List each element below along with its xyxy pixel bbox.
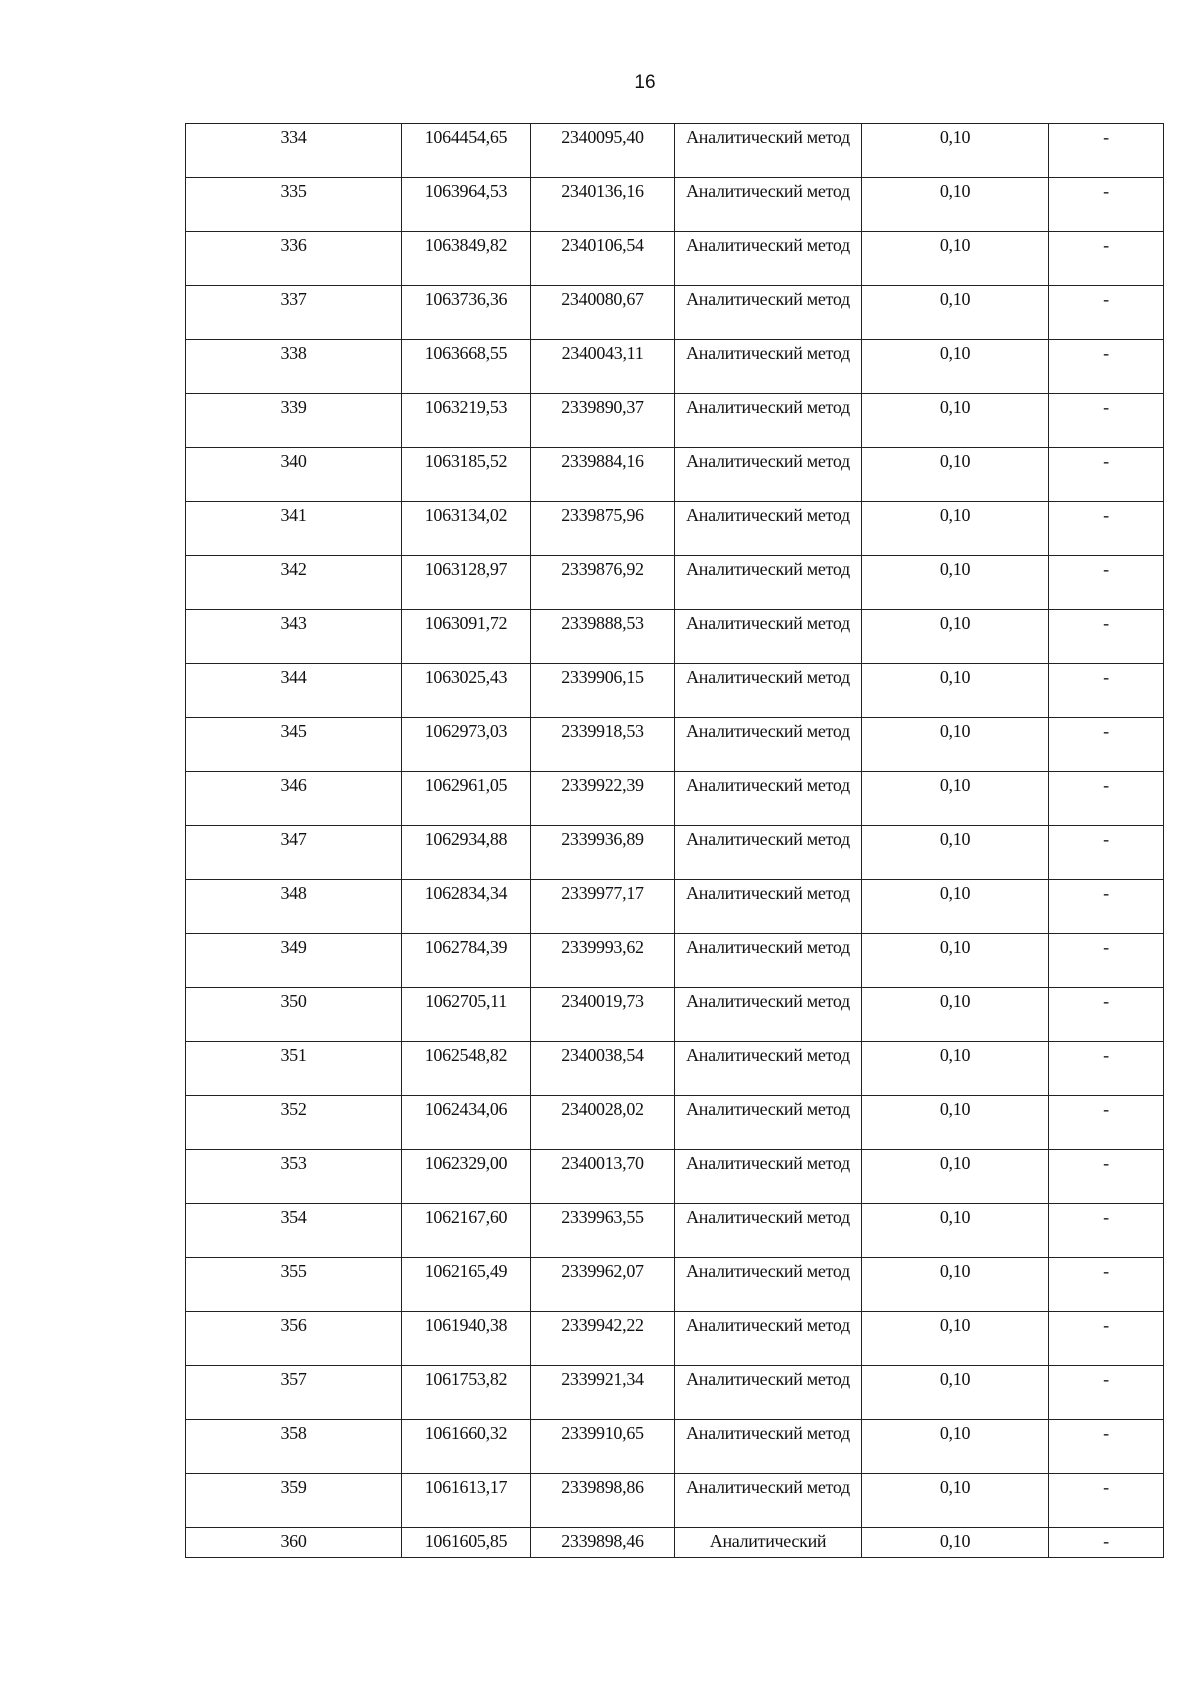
x-coordinate-cell: 1061660,32: [402, 1420, 531, 1474]
note-cell: -: [1049, 448, 1164, 502]
method-cell: Аналитический метод: [675, 1312, 862, 1366]
x-coordinate-cell: 1063736,36: [402, 286, 531, 340]
note-cell: -: [1049, 610, 1164, 664]
table-row: [186, 1096, 1164, 1150]
table-row: [186, 1420, 1164, 1474]
note-cell: -: [1049, 1258, 1164, 1312]
table-row: [186, 772, 1164, 826]
method-cell: Аналитический метод: [675, 1258, 862, 1312]
y-coordinate-cell: 2339884,16: [531, 448, 675, 502]
point-number-cell: 344: [186, 664, 402, 718]
x-coordinate-cell: 1062548,82: [402, 1042, 531, 1096]
y-coordinate-cell: 2340028,02: [531, 1096, 675, 1150]
y-coordinate-cell: 2339918,53: [531, 718, 675, 772]
note-cell: -: [1049, 286, 1164, 340]
point-number-cell: 352: [186, 1096, 402, 1150]
x-coordinate-cell: 1063668,55: [402, 340, 531, 394]
note-cell: -: [1049, 1366, 1164, 1420]
x-coordinate-cell: 1063219,53: [402, 394, 531, 448]
y-coordinate-cell: 2340043,11: [531, 340, 675, 394]
point-number-cell: 360: [186, 1528, 402, 1558]
note-cell: -: [1049, 232, 1164, 286]
method-cell: Аналитический метод: [675, 934, 862, 988]
point-number-cell: 355: [186, 1258, 402, 1312]
x-coordinate-cell: 1063134,02: [402, 502, 531, 556]
table-row: [186, 1366, 1164, 1420]
method-cell: Аналитический метод: [675, 394, 862, 448]
note-cell: -: [1049, 1528, 1164, 1558]
method-cell: Аналитический метод: [675, 286, 862, 340]
table-row: [186, 394, 1164, 448]
y-coordinate-cell: 2339936,89: [531, 826, 675, 880]
method-cell: Аналитический метод: [675, 1474, 862, 1528]
point-number-cell: 334: [186, 124, 402, 178]
x-coordinate-cell: 1062329,00: [402, 1150, 531, 1204]
accuracy-cell: 0,10: [862, 934, 1049, 988]
note-cell: -: [1049, 1096, 1164, 1150]
note-cell: -: [1049, 556, 1164, 610]
x-coordinate-cell: 1061940,38: [402, 1312, 531, 1366]
accuracy-cell: 0,10: [862, 1150, 1049, 1204]
coordinates-table-body: [186, 124, 1164, 1558]
accuracy-cell: 0,10: [862, 340, 1049, 394]
x-coordinate-cell: 1062434,06: [402, 1096, 531, 1150]
accuracy-cell: 0,10: [862, 1204, 1049, 1258]
x-coordinate-cell: 1062934,88: [402, 826, 531, 880]
method-cell: Аналитический метод: [675, 1042, 862, 1096]
accuracy-cell: 0,10: [862, 988, 1049, 1042]
note-cell: -: [1049, 934, 1164, 988]
note-cell: -: [1049, 1474, 1164, 1528]
table-row: [186, 664, 1164, 718]
point-number-cell: 350: [186, 988, 402, 1042]
note-cell: -: [1049, 718, 1164, 772]
accuracy-cell: 0,10: [862, 286, 1049, 340]
point-number-cell: 359: [186, 1474, 402, 1528]
table-row: [186, 232, 1164, 286]
note-cell: -: [1049, 124, 1164, 178]
point-number-cell: 353: [186, 1150, 402, 1204]
note-cell: -: [1049, 1150, 1164, 1204]
method-cell: Аналитический метод: [675, 124, 862, 178]
note-cell: -: [1049, 394, 1164, 448]
x-coordinate-cell: 1061605,85: [402, 1528, 531, 1558]
method-cell: Аналитический метод: [675, 1096, 862, 1150]
accuracy-cell: 0,10: [862, 772, 1049, 826]
point-number-cell: 337: [186, 286, 402, 340]
y-coordinate-cell: 2340038,54: [531, 1042, 675, 1096]
y-coordinate-cell: 2339910,65: [531, 1420, 675, 1474]
accuracy-cell: 0,10: [862, 880, 1049, 934]
method-cell: Аналитический метод: [675, 1420, 862, 1474]
table-row: [186, 340, 1164, 394]
x-coordinate-cell: 1062784,39: [402, 934, 531, 988]
accuracy-cell: 0,10: [862, 1096, 1049, 1150]
table-row: [186, 1042, 1164, 1096]
accuracy-cell: 0,10: [862, 1474, 1049, 1528]
x-coordinate-cell: 1063185,52: [402, 448, 531, 502]
point-number-cell: 338: [186, 340, 402, 394]
method-cell: Аналитический метод: [675, 988, 862, 1042]
accuracy-cell: 0,10: [862, 826, 1049, 880]
method-cell: Аналитический метод: [675, 340, 862, 394]
table-row: [186, 934, 1164, 988]
table-row: [186, 1150, 1164, 1204]
method-cell: Аналитический метод: [675, 178, 862, 232]
note-cell: -: [1049, 880, 1164, 934]
y-coordinate-cell: 2339977,17: [531, 880, 675, 934]
point-number-cell: 346: [186, 772, 402, 826]
point-number-cell: 349: [186, 934, 402, 988]
point-number-cell: 336: [186, 232, 402, 286]
y-coordinate-cell: 2340106,54: [531, 232, 675, 286]
accuracy-cell: 0,10: [862, 502, 1049, 556]
table-row: [186, 178, 1164, 232]
method-cell: Аналитический метод: [675, 826, 862, 880]
accuracy-cell: 0,10: [862, 1528, 1049, 1558]
point-number-cell: 335: [186, 178, 402, 232]
point-number-cell: 340: [186, 448, 402, 502]
x-coordinate-cell: 1063964,53: [402, 178, 531, 232]
y-coordinate-cell: 2339921,34: [531, 1366, 675, 1420]
point-number-cell: 354: [186, 1204, 402, 1258]
table-row: [186, 1312, 1164, 1366]
x-coordinate-cell: 1062834,34: [402, 880, 531, 934]
x-coordinate-cell: 1063025,43: [402, 664, 531, 718]
table-row: [186, 286, 1164, 340]
point-number-cell: 357: [186, 1366, 402, 1420]
accuracy-cell: 0,10: [862, 1366, 1049, 1420]
accuracy-cell: 0,10: [862, 610, 1049, 664]
method-cell: Аналитический метод: [675, 610, 862, 664]
accuracy-cell: 0,10: [862, 1042, 1049, 1096]
table-row: [186, 988, 1164, 1042]
method-cell: Аналитический метод: [675, 1204, 862, 1258]
method-cell: Аналитический метод: [675, 502, 862, 556]
y-coordinate-cell: 2339876,92: [531, 556, 675, 610]
x-coordinate-cell: 1064454,65: [402, 124, 531, 178]
note-cell: -: [1049, 664, 1164, 718]
table-row: [186, 556, 1164, 610]
note-cell: -: [1049, 1420, 1164, 1474]
x-coordinate-cell: 1063849,82: [402, 232, 531, 286]
y-coordinate-cell: 2339963,55: [531, 1204, 675, 1258]
table-row: [186, 124, 1164, 178]
note-cell: -: [1049, 340, 1164, 394]
table-row: [186, 610, 1164, 664]
x-coordinate-cell: 1062961,05: [402, 772, 531, 826]
x-coordinate-cell: 1063128,97: [402, 556, 531, 610]
y-coordinate-cell: 2339993,62: [531, 934, 675, 988]
method-cell: Аналитический метод: [675, 232, 862, 286]
y-coordinate-cell: 2340013,70: [531, 1150, 675, 1204]
method-cell: Аналитический метод: [675, 664, 862, 718]
x-coordinate-cell: 1062705,11: [402, 988, 531, 1042]
table-row: [186, 1474, 1164, 1528]
note-cell: -: [1049, 1312, 1164, 1366]
point-number-cell: 343: [186, 610, 402, 664]
point-number-cell: 341: [186, 502, 402, 556]
accuracy-cell: 0,10: [862, 718, 1049, 772]
note-cell: -: [1049, 826, 1164, 880]
accuracy-cell: 0,10: [862, 556, 1049, 610]
note-cell: -: [1049, 178, 1164, 232]
y-coordinate-cell: 2340019,73: [531, 988, 675, 1042]
note-cell: -: [1049, 1042, 1164, 1096]
method-cell: Аналитический метод: [675, 880, 862, 934]
point-number-cell: 342: [186, 556, 402, 610]
point-number-cell: 339: [186, 394, 402, 448]
method-cell: Аналитический: [675, 1528, 862, 1558]
y-coordinate-cell: 2339962,07: [531, 1258, 675, 1312]
point-number-cell: 345: [186, 718, 402, 772]
table-row: [186, 1528, 1164, 1558]
method-cell: Аналитический метод: [675, 718, 862, 772]
method-cell: Аналитический метод: [675, 1366, 862, 1420]
table-row: [186, 1204, 1164, 1258]
y-coordinate-cell: 2340095,40: [531, 124, 675, 178]
method-cell: Аналитический метод: [675, 1150, 862, 1204]
x-coordinate-cell: 1062973,03: [402, 718, 531, 772]
point-number-cell: 347: [186, 826, 402, 880]
y-coordinate-cell: 2340080,67: [531, 286, 675, 340]
point-number-cell: 348: [186, 880, 402, 934]
table-row: [186, 826, 1164, 880]
method-cell: Аналитический метод: [675, 448, 862, 502]
table-row: [186, 448, 1164, 502]
method-cell: Аналитический метод: [675, 556, 862, 610]
note-cell: -: [1049, 1204, 1164, 1258]
x-coordinate-cell: 1063091,72: [402, 610, 531, 664]
accuracy-cell: 0,10: [862, 124, 1049, 178]
accuracy-cell: 0,10: [862, 448, 1049, 502]
coordinates-table: [185, 123, 1164, 1558]
accuracy-cell: 0,10: [862, 394, 1049, 448]
y-coordinate-cell: 2339888,53: [531, 610, 675, 664]
point-number-cell: 358: [186, 1420, 402, 1474]
accuracy-cell: 0,10: [862, 1420, 1049, 1474]
x-coordinate-cell: 1061753,82: [402, 1366, 531, 1420]
y-coordinate-cell: 2339898,86: [531, 1474, 675, 1528]
accuracy-cell: 0,10: [862, 664, 1049, 718]
accuracy-cell: 0,10: [862, 1312, 1049, 1366]
table-row: [186, 1258, 1164, 1312]
x-coordinate-cell: 1062165,49: [402, 1258, 531, 1312]
page-number: 16: [634, 72, 656, 93]
y-coordinate-cell: 2339942,22: [531, 1312, 675, 1366]
y-coordinate-cell: 2340136,16: [531, 178, 675, 232]
note-cell: -: [1049, 502, 1164, 556]
accuracy-cell: 0,10: [862, 232, 1049, 286]
accuracy-cell: 0,10: [862, 1258, 1049, 1312]
y-coordinate-cell: 2339898,46: [531, 1528, 675, 1558]
y-coordinate-cell: 2339890,37: [531, 394, 675, 448]
x-coordinate-cell: 1061613,17: [402, 1474, 531, 1528]
y-coordinate-cell: 2339875,96: [531, 502, 675, 556]
y-coordinate-cell: 2339906,15: [531, 664, 675, 718]
table-row: [186, 502, 1164, 556]
point-number-cell: 356: [186, 1312, 402, 1366]
note-cell: -: [1049, 988, 1164, 1042]
y-coordinate-cell: 2339922,39: [531, 772, 675, 826]
table-row: [186, 880, 1164, 934]
point-number-cell: 351: [186, 1042, 402, 1096]
table-row: [186, 718, 1164, 772]
method-cell: Аналитический метод: [675, 772, 862, 826]
accuracy-cell: 0,10: [862, 178, 1049, 232]
x-coordinate-cell: 1062167,60: [402, 1204, 531, 1258]
note-cell: -: [1049, 772, 1164, 826]
